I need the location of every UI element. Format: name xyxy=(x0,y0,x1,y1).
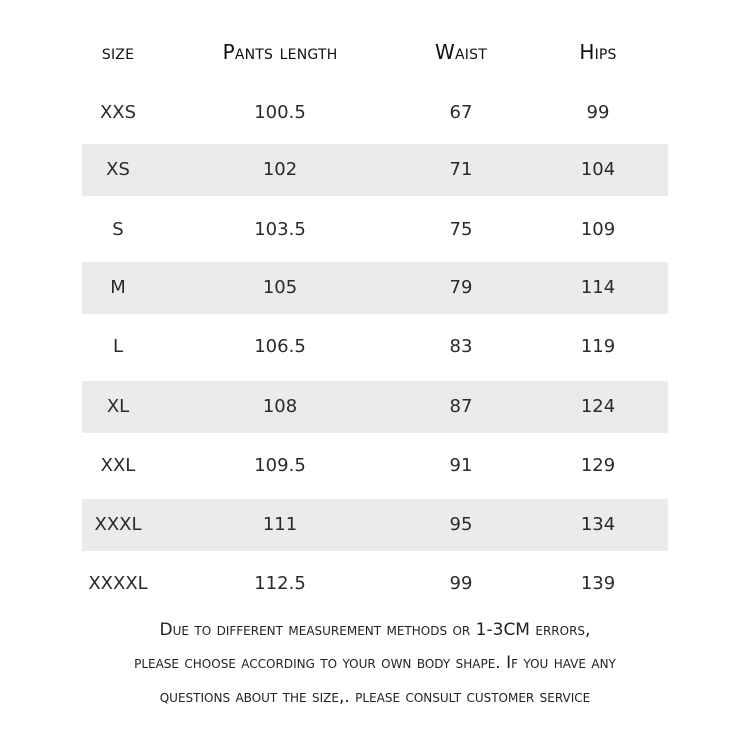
table-row xyxy=(82,144,668,196)
cell-waist: 95 xyxy=(449,514,473,535)
cell-hips: 99 xyxy=(586,102,610,123)
cell-size: XS xyxy=(106,159,130,180)
header-size: size xyxy=(101,40,135,64)
table-header xyxy=(82,30,668,76)
cell-hips: 119 xyxy=(580,336,616,357)
cell-size: XXXXL xyxy=(88,573,148,594)
cell-pants-length: 111 xyxy=(262,514,298,535)
cell-size: XXXL xyxy=(94,514,142,535)
table-row xyxy=(82,381,668,433)
table-row xyxy=(82,262,668,314)
cell-pants-length: 109.5 xyxy=(254,455,306,476)
cell-waist: 87 xyxy=(449,396,473,417)
cell-pants-length: 102 xyxy=(262,159,298,180)
cell-hips: 124 xyxy=(580,396,616,417)
cell-pants-length: 100.5 xyxy=(254,102,306,123)
cell-hips: 139 xyxy=(580,573,616,594)
cell-waist: 71 xyxy=(449,159,473,180)
cell-hips: 129 xyxy=(580,455,616,476)
header-pants-length: Pants length xyxy=(222,40,338,64)
cell-size: S xyxy=(112,219,124,240)
note-line: please choose according to your own body shape. If you have any xyxy=(134,653,616,673)
header-waist: Waist xyxy=(435,40,487,64)
cell-hips: 134 xyxy=(580,514,616,535)
cell-size: L xyxy=(112,336,124,357)
cell-pants-length: 112.5 xyxy=(254,573,306,594)
table-row xyxy=(82,558,668,610)
cell-size: XL xyxy=(106,396,130,417)
cell-size: XXL xyxy=(100,455,136,476)
cell-size: M xyxy=(110,277,126,298)
cell-waist: 83 xyxy=(449,336,473,357)
cell-pants-length: 103.5 xyxy=(254,219,306,240)
table-row xyxy=(82,204,668,256)
cell-hips: 104 xyxy=(580,159,616,180)
cell-pants-length: 108 xyxy=(262,396,298,417)
table-row xyxy=(82,321,668,373)
note-line: questions about the size,. please consult customer service xyxy=(159,687,591,707)
cell-waist: 75 xyxy=(449,219,473,240)
cell-size: XXS xyxy=(99,102,137,123)
cell-waist: 67 xyxy=(449,102,473,123)
cell-waist: 79 xyxy=(449,277,473,298)
cell-hips: 114 xyxy=(580,277,616,298)
cell-pants-length: 105 xyxy=(262,277,298,298)
table-row xyxy=(82,440,668,492)
table-row xyxy=(82,87,668,139)
table-row xyxy=(82,499,668,551)
cell-pants-length: 106.5 xyxy=(254,336,306,357)
cell-waist: 91 xyxy=(449,455,473,476)
note-line: Due to different measurement methods or 1-3CM errors, xyxy=(159,620,591,640)
cell-waist: 99 xyxy=(449,573,473,594)
header-hips: Hips xyxy=(579,40,617,64)
cell-hips: 109 xyxy=(580,219,616,240)
